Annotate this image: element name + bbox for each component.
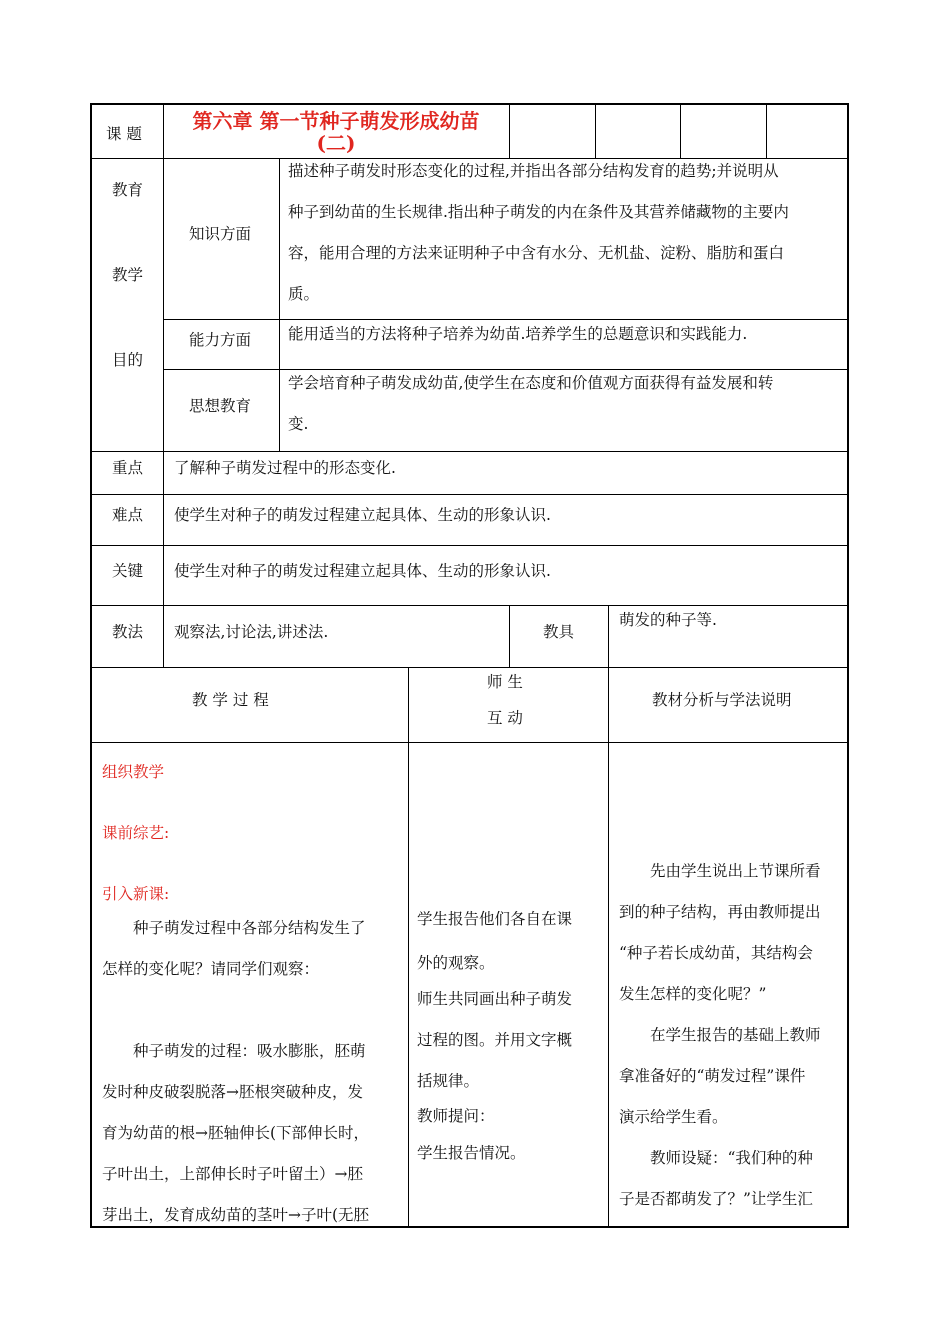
process-col2-header-2: 互 动 <box>487 709 523 727</box>
key-point-text: 了解种子萌发过程中的形态变化. <box>174 459 396 477</box>
knowledge-label: 知识方面 <box>189 225 252 243</box>
col-divider <box>279 158 280 451</box>
goals-label-1: 教育 <box>112 181 144 199</box>
row-divider <box>91 667 848 668</box>
tools-label: 教具 <box>543 623 575 641</box>
row-divider <box>91 545 848 546</box>
row-divider <box>91 742 848 743</box>
ability-label: 能力方面 <box>189 331 252 349</box>
lesson-title-line2: (二) <box>316 131 356 155</box>
difficulty-text: 使学生对种子的萌发过程建立起具体、生动的形象认识. <box>174 506 551 524</box>
col-divider <box>408 667 409 1227</box>
tools-text: 萌发的种子等. <box>619 611 717 629</box>
col-divider <box>509 605 510 667</box>
key-point-label: 重点 <box>112 459 144 477</box>
thought-text: 学会培育种子萌发成幼苗,使学生在态度和价值观方面获得有益发展和转 变. <box>288 374 774 433</box>
heading-intro: 引入新课: <box>102 885 170 903</box>
method-text: 观察法,讨论法,讲述法. <box>174 623 329 641</box>
thought-label: 思想教育 <box>189 397 252 415</box>
col-divider <box>680 104 681 158</box>
heading-warmup: 课前综艺: <box>102 824 170 842</box>
col-divider <box>509 104 510 158</box>
goals-label-3: 目的 <box>112 351 144 369</box>
process-col1-header: 教 学 过 程 <box>192 691 269 709</box>
row-divider <box>163 319 848 320</box>
lesson-title <box>163 110 509 154</box>
course-label: 课 题 <box>106 125 142 143</box>
key-label: 关键 <box>112 562 144 580</box>
process-col1-text: 种子萌发过程中各部分结构发生了 怎样的变化呢？请同学们观察： 种子萌发的过程：吸水膨胀，胚萌 发时种皮破裂脱落→胚根突破种皮，发 育为幼苗的根→胚轴伸长(下部伸长时， 子叶出土，上部伸长时子叶留土）→胚 芽出土，发育成幼苗的茎叶→子叶(无胚 <box>102 919 370 1224</box>
ability-text: 能用适当的方法将种子培养为幼苗.培养学生的总题意识和实践能力. <box>288 325 748 343</box>
difficulty-label: 难点 <box>112 506 144 524</box>
process-col2-header-1: 师 生 <box>487 673 523 691</box>
knowledge-text: 描述种子萌发时形态变化的过程,并指出各部分结构发育的趋势;并说明从 种子到幼苗的生长规律.指出种子萌发的内在条件及其营养储藏物的主要内 容，能用合理的方法来证明种子中含有水分、无机盐、淀粉、脂肪和蛋白 质。 <box>288 162 789 303</box>
row-divider <box>91 451 848 452</box>
process-col3-text: 先由学生说出上节课所看 到的种子结构，再由教师提出 “种子若长成幼苗，其结构会 发生怎样的变化呢？” 在学生报告的基础上教师 拿准备好的“萌发过程”课件 演示给学生看。 教师设疑：“我们种的种 子是否都萌发了？”让学生汇 <box>619 862 821 1208</box>
key-text: 使学生对种子的萌发过程建立起具体、生动的形象认识. <box>174 562 551 580</box>
row-divider <box>91 494 848 495</box>
col-divider <box>608 605 609 1227</box>
lesson-title-line1: 第六章 第一节种子萌发形成幼苗 <box>192 109 480 133</box>
method-label: 教法 <box>112 623 144 641</box>
col-divider <box>595 104 596 158</box>
col-divider <box>163 104 164 667</box>
goals-label-2: 教学 <box>112 266 144 284</box>
row-divider <box>91 605 848 606</box>
col-divider <box>766 104 767 158</box>
process-col3-header: 教材分析与学法说明 <box>652 691 792 709</box>
heading-organize: 组织教学 <box>102 763 165 781</box>
